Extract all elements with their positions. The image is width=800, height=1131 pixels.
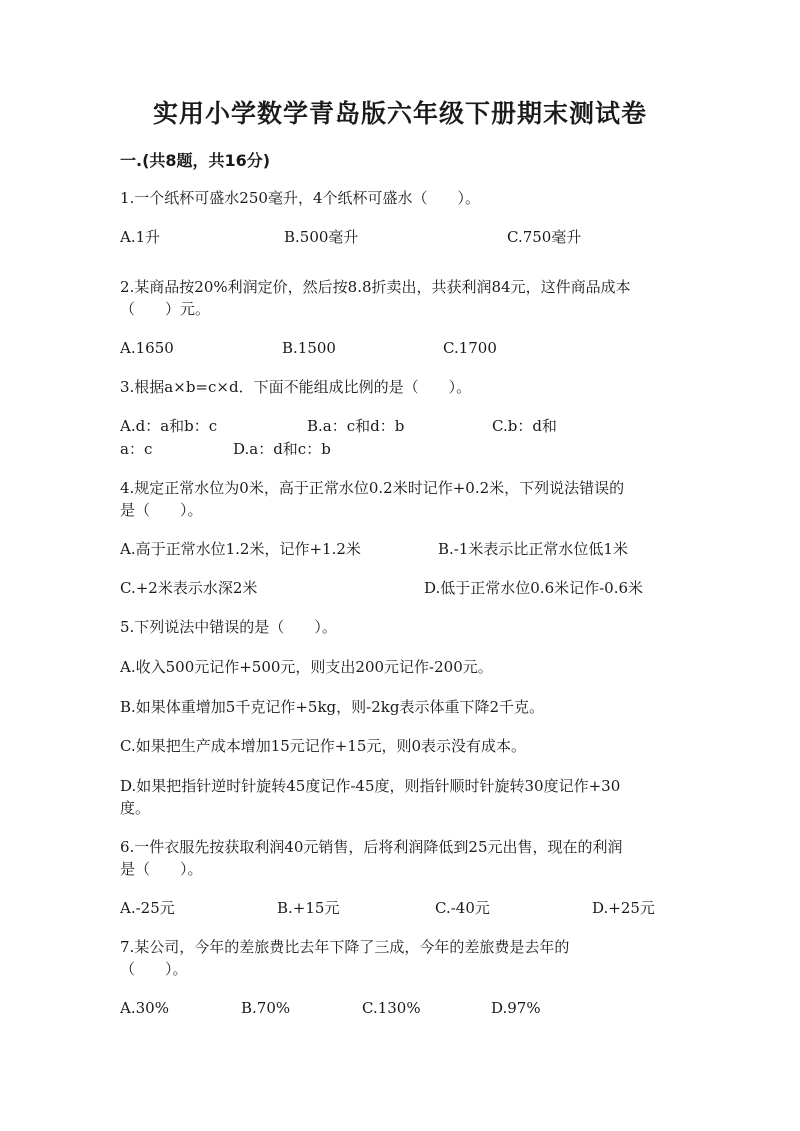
question-3-stem: 3.根据a×b=c×d．下面不能组成比例的是（ ）。 — [120, 378, 472, 396]
question-3-option-c-line-1: C.b：d和 — [492, 417, 557, 435]
question-1-option-a: A.1升 — [120, 228, 161, 246]
question-4-option-d: D.低于正常水位0.6米记作-0.6米 — [424, 579, 644, 597]
question-4-option-b: B.-1米表示比正常水位低1米 — [438, 540, 628, 558]
question-3-option-a: A.d：a和b：c — [120, 417, 218, 435]
question-2-option-c: C.1700 — [443, 339, 497, 357]
question-6-stem-line-2: 是（ ）。 — [120, 860, 203, 878]
question-2-option-b: B.1500 — [282, 339, 336, 357]
question-6-option-c: C.-40元 — [435, 899, 490, 917]
question-2-stem-line-2: （ ）元。 — [120, 300, 211, 318]
question-5-option-d-line-1: D.如果把指针逆时针旋转45度记作-45度，则指针顺时针旋转30度记作+30 — [120, 777, 621, 795]
question-7-option-a: A.30% — [120, 999, 169, 1017]
question-3-option-b: B.a：c和d：b — [307, 417, 405, 435]
question-7-stem-line-1: 7.某公司，今年的差旅费比去年下降了三成，今年的差旅费是去年的 — [120, 938, 570, 956]
question-7-option-b: B.70% — [241, 999, 291, 1017]
question-3-option-c-line-2: a：c — [120, 440, 153, 458]
question-7-option-d: D.97% — [491, 999, 541, 1017]
question-5-stem: 5.下列说法中错误的是（ ）。 — [120, 618, 337, 636]
question-7-stem-line-2: （ ）。 — [120, 960, 188, 978]
question-4-option-a: A.高于正常水位1.2米，记作+1.2米 — [120, 540, 361, 558]
question-1-option-c: C.750毫升 — [507, 228, 582, 246]
question-4-stem-line-2: 是（ ）。 — [120, 501, 203, 519]
question-4-stem-line-1: 4.规定正常水位为0米，高于正常水位0.2米时记作+0.2米，下列说法错误的 — [120, 479, 625, 497]
question-7-option-c: C.130% — [362, 999, 421, 1017]
question-6-option-b: B.+15元 — [277, 899, 340, 917]
question-5-option-c: C.如果把生产成本增加15元记作+15元，则0表示没有成本。 — [120, 737, 526, 755]
question-2-option-a: A.1650 — [120, 339, 174, 357]
question-1-stem: 1.一个纸杯可盛水250毫升，4个纸杯可盛水（ ）。 — [120, 189, 480, 207]
question-5-option-d-line-2: 度。 — [120, 799, 151, 817]
page-title: 实用小学数学青岛版六年级下册期末测试卷 — [152, 99, 647, 128]
question-2-stem-line-1: 2.某商品按20%利润定价，然后按8.8折卖出，共获利润84元，这件商品成本 — [120, 278, 631, 296]
question-5-option-b: B.如果体重增加5千克记作+5kg，则-2kg表示体重下降2千克。 — [120, 698, 544, 716]
section-heading: 一.(共8题，共16分) — [120, 151, 271, 170]
question-3-option-d: D.a：d和c：b — [233, 440, 331, 458]
question-5-option-a: A.收入500元记作+500元，则支出200元记作-200元。 — [120, 658, 493, 676]
question-4-option-c: C.+2米表示水深2米 — [120, 579, 258, 597]
question-1-option-b: B.500毫升 — [284, 228, 359, 246]
question-6-option-a: A.-25元 — [120, 899, 175, 917]
question-6-stem-line-1: 6.一件衣服先按获取利润40元销售，后将利润降低到25元出售，现在的利润 — [120, 838, 623, 856]
question-6-option-d: D.+25元 — [592, 899, 655, 917]
